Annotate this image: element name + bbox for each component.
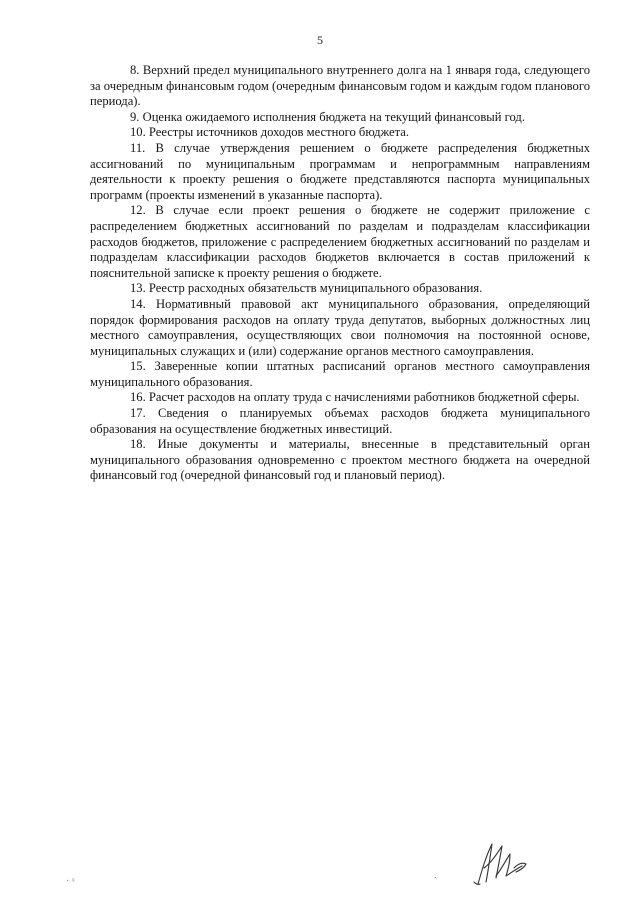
paragraph-item-9: 9. Оценка ожидаемого исполнения бюджета на текущий финансовый год.	[130, 109, 525, 124]
page-number: 5	[317, 33, 323, 47]
paragraph-item-18: 18. Иные документы и материалы, внесенные в представительный орган муниципального образования одновременно с проектом местного бюджета на очередной финансовый год (очередной финансовый год и плановый период).	[90, 437, 590, 483]
handwritten-signature	[470, 838, 540, 888]
document-body	[90, 63, 590, 484]
paragraph-item-11: 11. В случае утверждения решением о бюджете распределения бюджетных ассигнований по муниципальным программам и непрограммным направлениям деятельности к проекту решения о бюджете представляются паспорта муниципальных программ (проекты изменений в указанные паспорта).	[90, 140, 590, 202]
paragraph-item-8: 8. Верхний предел муниципального внутреннего долга на 1 января года, следующего за очередным финансовым годом (очередным финансовым годом и каждым годом планового периода).	[90, 63, 590, 109]
scan-artifact-mark: · ˣ	[66, 876, 75, 887]
paragraph-item-10: 10. Реестры источников доходов местного бюджета.	[130, 125, 410, 140]
scan-artifact-dot: ˎ	[434, 868, 438, 879]
paragraph-item-15: 15. Заверенные копии штатных расписаний органов местного самоуправления муниципального образования.	[90, 359, 590, 389]
paragraph-item-14: 14. Нормативный правовой акт муниципального образования, определяющий порядок формирования расходов на оплату труда депутатов, выборных должностных лиц местного самоуправления, осуществляющих свои полномочия на постоянной основе, муниципальных служащих и (или) содержание органов местного самоуправления.	[90, 296, 590, 358]
paragraph-item-16: 16. Расчет расходов на оплату труда с начислениями работников бюджетной сферы.	[130, 390, 580, 405]
paragraph-item-13: 13. Реестр расходных обязательств муниципального образования.	[130, 281, 483, 296]
paragraph-item-12: 12. В случае если проект решения о бюджете не содержит приложение с распределением бюджетных ассигнований по разделам и подразделам классификации расходов бюджетов, приложение с распределением бюджетных ассигнований по разделам и подразделам классификации расходов бюджетов включается в состав приложений к пояснительной записке к проекту решения о бюджете.	[90, 203, 590, 280]
paragraph-item-17: 17. Сведения о планируемых объемах расходов бюджета муниципального образования на осуществление бюджетных инвестиций.	[90, 406, 590, 436]
